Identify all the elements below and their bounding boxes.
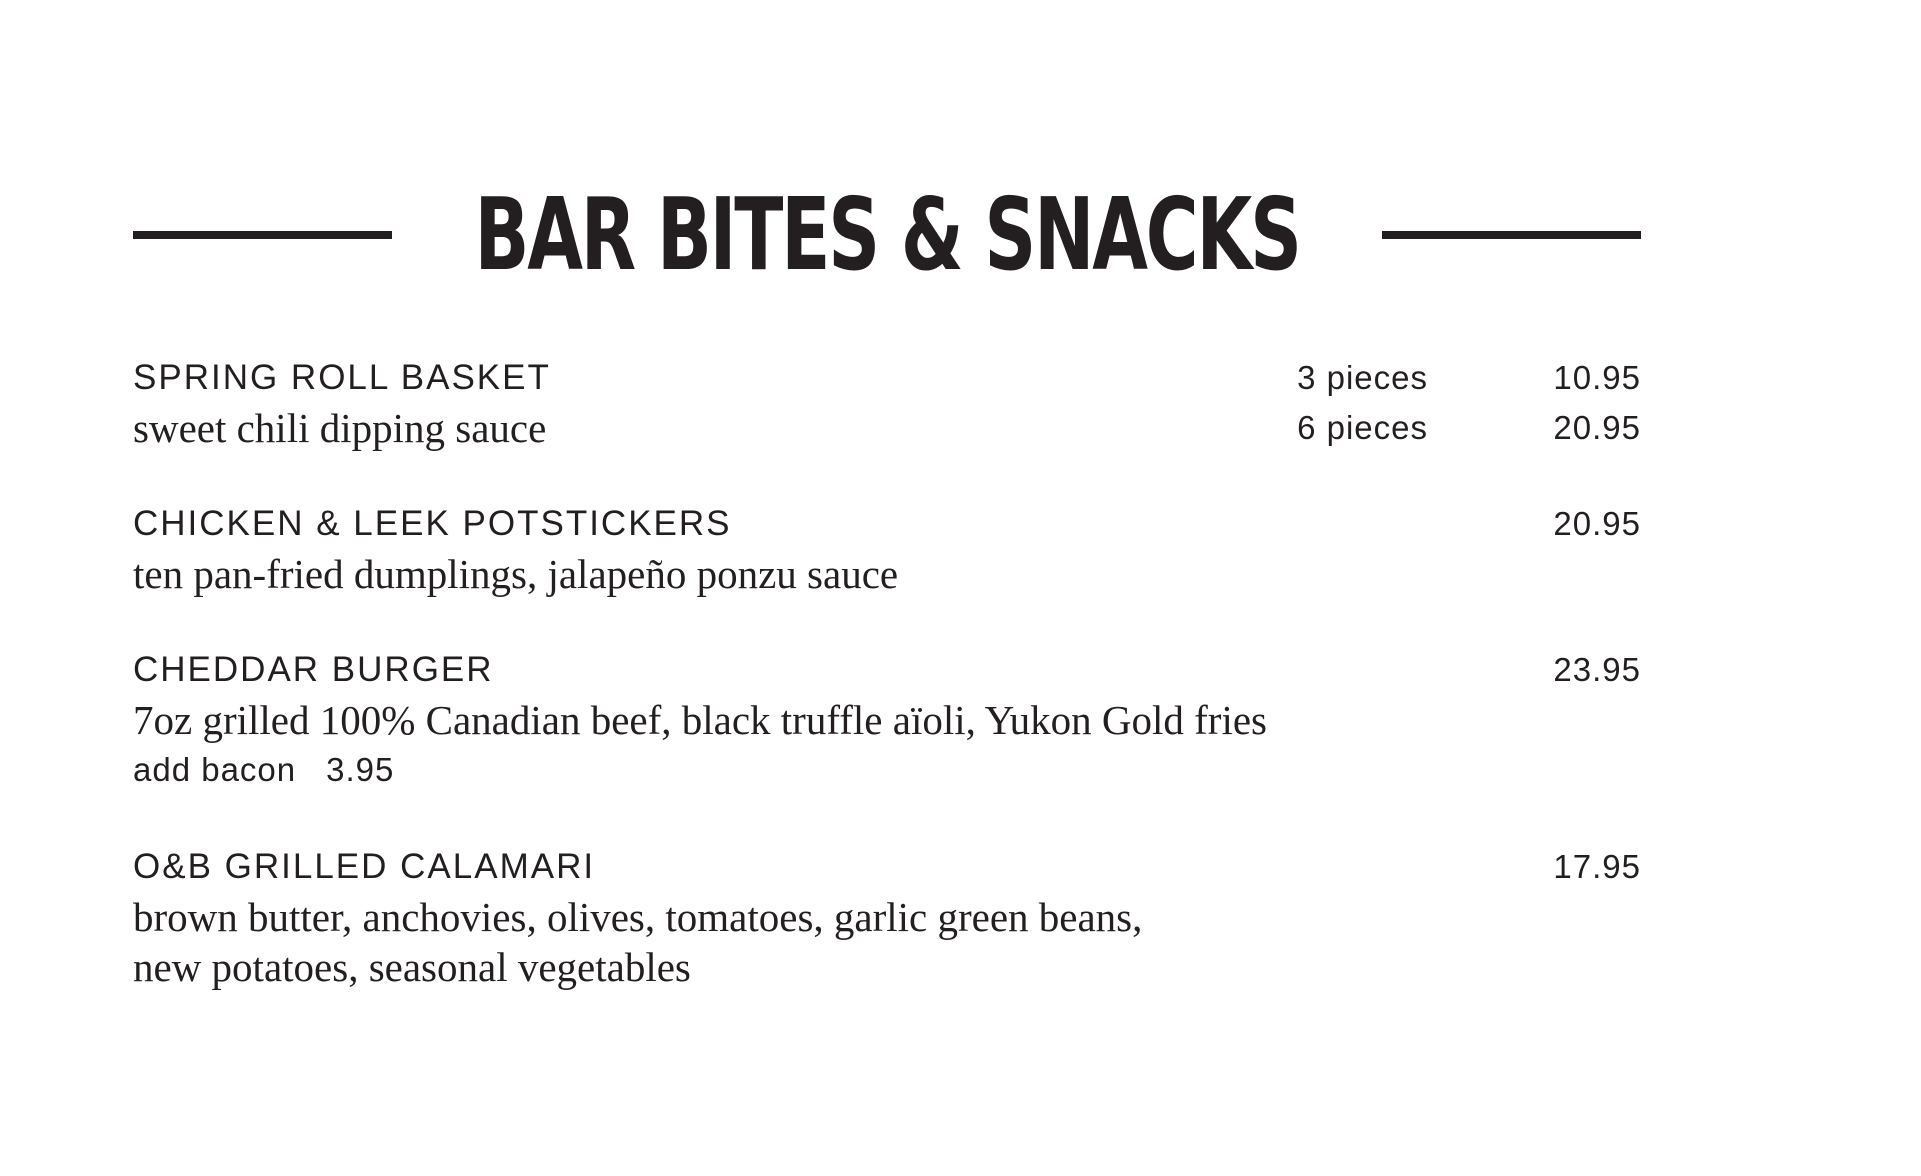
header-rule-left (133, 231, 392, 239)
option-price: 20.95 (1553, 409, 1641, 446)
item-description: sweet chili dipping sauce (133, 405, 547, 451)
item-name: O&B GRILLED CALAMARI (133, 847, 596, 886)
item-name: CHICKEN & LEEK POTSTICKERS (133, 504, 732, 543)
menu-item-desc-row (133, 549, 1641, 599)
menu-item-header-row (133, 842, 1641, 892)
item-description: ten pan-fried dumplings, jalapeño ponzu sauce (133, 551, 899, 597)
menu-item-header-row (133, 499, 1641, 549)
menu-item-desc-row (133, 892, 1641, 942)
option-label: 3 pieces (1297, 359, 1428, 396)
menu-item-grilled-calamari (133, 842, 1641, 992)
option-label: 6 pieces (1297, 409, 1428, 446)
item-description-line: new potatoes, seasonal vegetables (133, 944, 691, 990)
item-description-line: brown butter, anchovies, olives, tomatoes, garlic green beans, (133, 894, 1143, 940)
addon-price: 3.95 (326, 751, 395, 788)
menu-item-addon-row (133, 745, 1641, 795)
section-title: BAR BITES & SNACKS (474, 176, 1300, 293)
item-price: 23.95 (1553, 651, 1641, 688)
item-price: 20.95 (1553, 505, 1641, 542)
header-rule-right (1382, 231, 1641, 239)
item-name: CHEDDAR BURGER (133, 650, 494, 689)
item-name: SPRING ROLL BASKET (133, 358, 551, 397)
menu-item-desc-row (133, 403, 1641, 453)
addon-label: add bacon (133, 751, 297, 788)
menu-header (133, 176, 1641, 293)
menu-item-chicken-leek-potstickers (133, 499, 1641, 599)
menu-item-cheddar-burger (133, 645, 1641, 795)
menu-item-spring-roll-basket (133, 353, 1641, 453)
menu-item-header-row (133, 645, 1641, 695)
item-price: 17.95 (1553, 848, 1641, 885)
menu-item-desc-row (133, 695, 1641, 745)
addon (133, 745, 394, 795)
menu-item-desc-row (133, 942, 1641, 992)
item-description: 7oz grilled 100% Canadian beef, black truffle aïoli, Yukon Gold fries (133, 697, 1268, 743)
menu-item-header-row (133, 353, 1641, 403)
option-price: 10.95 (1553, 359, 1641, 396)
